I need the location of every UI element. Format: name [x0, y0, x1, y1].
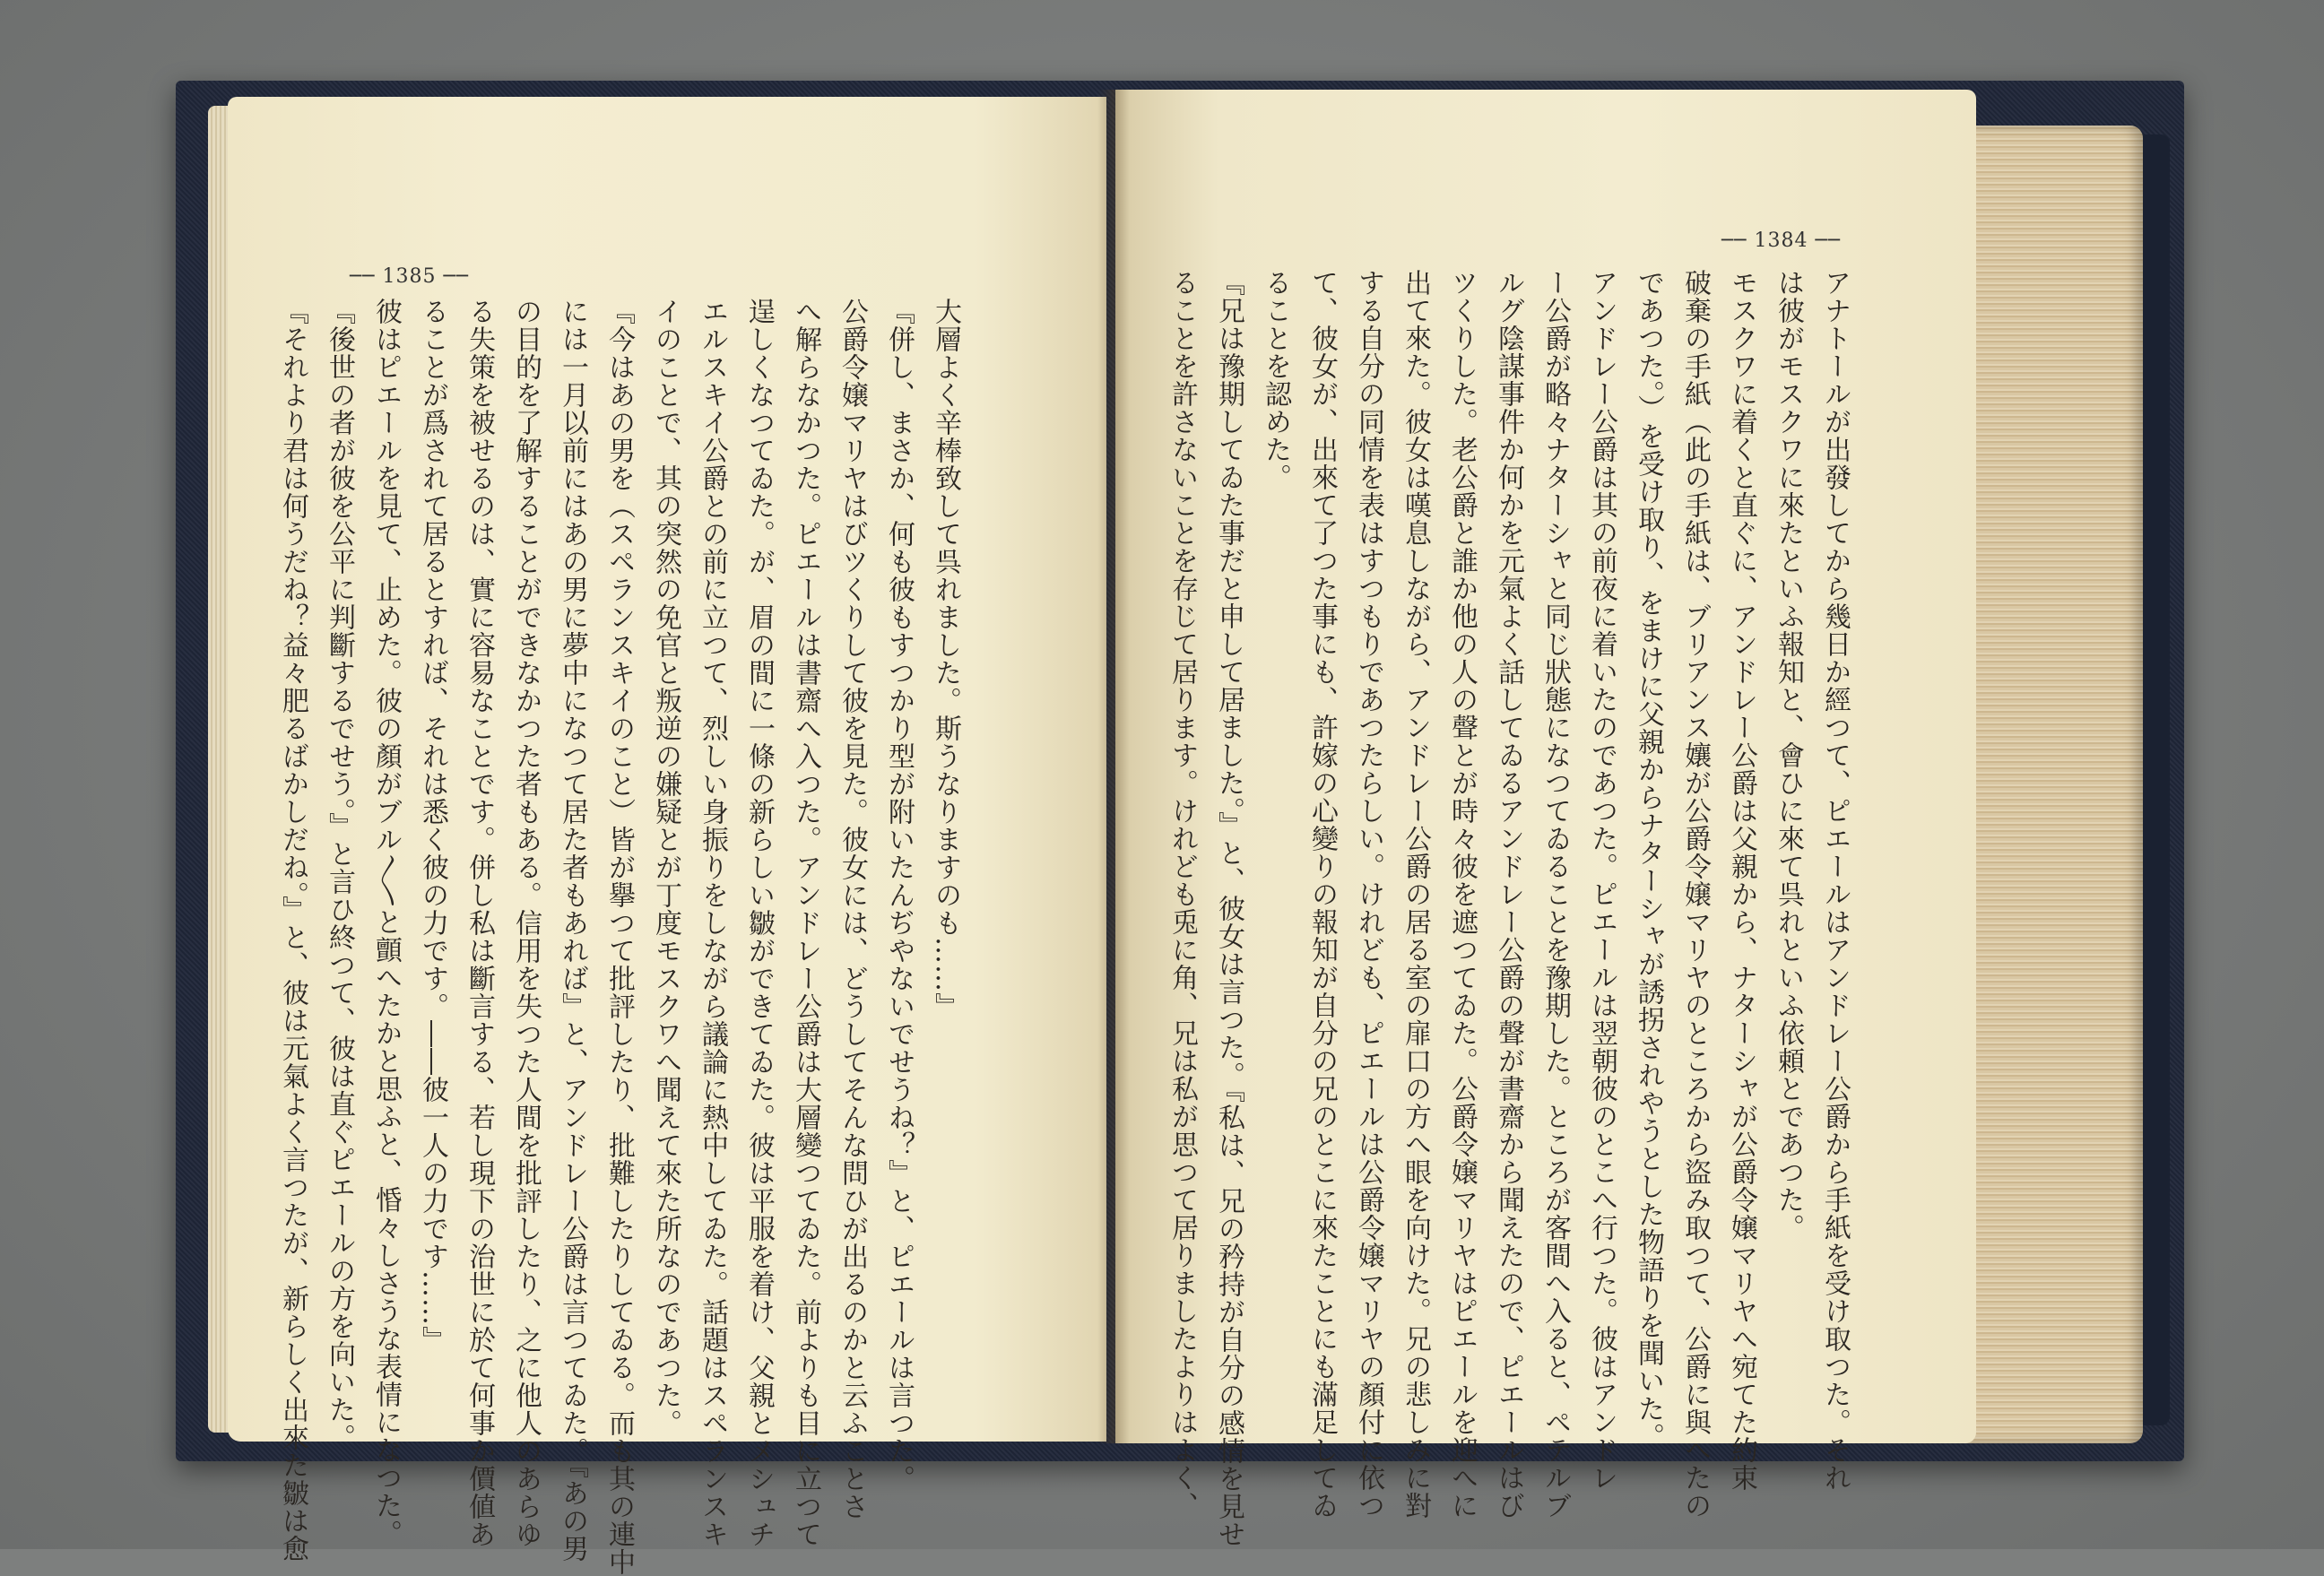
right-page-number: ── 1384 ── [1721, 229, 1841, 252]
text-line: ツくりした。老公爵と誰か他の人の聲とが時々彼を遮つてゐた。公爵令嬢マリヤはピエールを迎へに [1446, 269, 1478, 1520]
page-fore-edge [1964, 126, 2143, 1443]
text-line: ー公爵が略々ナターシャと同じ狀態になつてゐることを豫期した。ところが客間へ入ると、ペテルブ [1539, 269, 1571, 1520]
text-line: アナトールが出發してから幾日か經つて、ピエールはアンドレー公爵から手紙を受け取つた。それ [1819, 269, 1851, 1492]
text-line: 逞しくなつてゐた。が、眉の間に一條の新らしい皺ができてゐた。彼は平服を着け、父親とメシュチ [743, 298, 775, 1548]
text-line: 『後世の者が彼を公平に判斷するでせう。』と言ひ終つて、彼は直ぐピエールの方を向いた。 [324, 298, 355, 1451]
text-line: 『今はあの男を（スペランスキイのこと）皆が擧つて批評したり、批難したりしてゐる。而も其の連中 [603, 298, 635, 1576]
text-line: エルスキイ公爵との前に立つて、烈しい身振りをしながら議論に熱中してゐた。話題はスペランスキ [697, 298, 728, 1548]
text-line: モスクワに着くと直ぐに、アンドレー公爵は父親から、ナターシャが公爵令嬢マリヤへ宛てた約束 [1726, 269, 1757, 1492]
text-line: 『併し、まさか、何も彼もすつかり型が附いたんぢやないでせうね？』と、ピエールは言つた。 [883, 298, 915, 1493]
right-page-text [1166, 269, 1858, 1548]
text-line: は彼がモスクワに來たといふ報知と、會ひに來て呉れといふ依頼とであつた。 [1773, 269, 1804, 1242]
text-line: アンドレー公爵は其の前夜に着いたのであつた。ピエールは翌朝彼のとこへ行つた。彼はアンドレ [1586, 269, 1617, 1492]
text-line: 大層よく辛棒致して呉れました。斯うなりますのも……』 [930, 298, 961, 1020]
text-line: 『それより君は何うだね？益々肥るばかしだね。』と、彼は元氣よく言つたが、新らしく出來た皺は愈 [277, 298, 308, 1563]
text-line: ることを許さないことを存じて居ります。けれども兎に角、兄は私が思つて居りましたよりはよく、 [1166, 269, 1198, 1520]
book-gutter [1097, 90, 1130, 1443]
text-line: ルグ陰謀事件か何かを元氣よく話してゐるアンドレー公爵の聲が書齋から聞えたので、ピエールはび [1493, 269, 1524, 1520]
text-line: 『兄は豫期してゐた事だと申して居ました。』と、彼女は言つた。『私は、兄の矜持が自分の感情を見せ [1213, 269, 1244, 1548]
text-line: イのことで、其の突然の免官と叛逆の嫌疑とが丁度モスクワへ聞えて來た所なのであつた。 [650, 298, 681, 1437]
text-line: て、彼女が、出來て了つた事にも、許嫁の心變りの報知が自分の兄のとこに來たことにも滿足してゐ [1306, 269, 1338, 1520]
text-line: ることが爲されて居るとすれば、それは悉く彼の力です。――彼一人の力です……』 [417, 298, 448, 1354]
left-page-number: ── 1385 ── [350, 265, 469, 288]
text-line: の目的を了解することができなかつた者もある。信用を失つた人間を批評したり、之に他人のあらゆ [510, 298, 542, 1548]
left-page-text [277, 298, 968, 1576]
text-line: には一月以前にはあの男に夢中になつて居た者もあれば』と、アンドレー公爵は言つてゐた。『あの男 [557, 298, 588, 1563]
text-line: 出て來た。彼女は嘆息しながら、アンドレー公爵の居る室の扉口の方へ眼を向けた。兄の悲しみに對 [1400, 269, 1431, 1520]
text-line: 破棄の手紙（此の手紙は、ブリアンス孃が公爵令嬢マリヤのところから盜み取つて、公爵に與へたの [1679, 269, 1711, 1520]
text-line: ることを認めた。 [1260, 269, 1291, 491]
text-line: であつた。）を受け取り、をまけに父親からナターシャが誘拐されやうとした物語りを聞いた。 [1633, 269, 1664, 1450]
text-line: 公爵令嬢マリヤはびツくりして彼を見た。彼女には、どうしてそんな問ひが出るのかと云ふことさ [837, 298, 868, 1520]
text-line: へ解らなかつた。ピエールは書齋へ入つた。アンドレー公爵は大層變つてゐた。前よりも目に立つて [790, 298, 821, 1548]
text-line: る失策を被せるのは、實に容易なことです。併し私は斷言する、若し現下の治世に於て何事か價値あ [464, 298, 495, 1548]
text-line: 彼はピエールを見て、止めた。彼の顏がブル〳〵と顫へたかと思ふと、惛々しさうな表情になつた。 [370, 298, 402, 1547]
text-line: する自分の同情を表はすつもりであつたらしい。けれども、ピエールは公爵令嬢マリヤの顏付に依つ [1353, 269, 1384, 1520]
